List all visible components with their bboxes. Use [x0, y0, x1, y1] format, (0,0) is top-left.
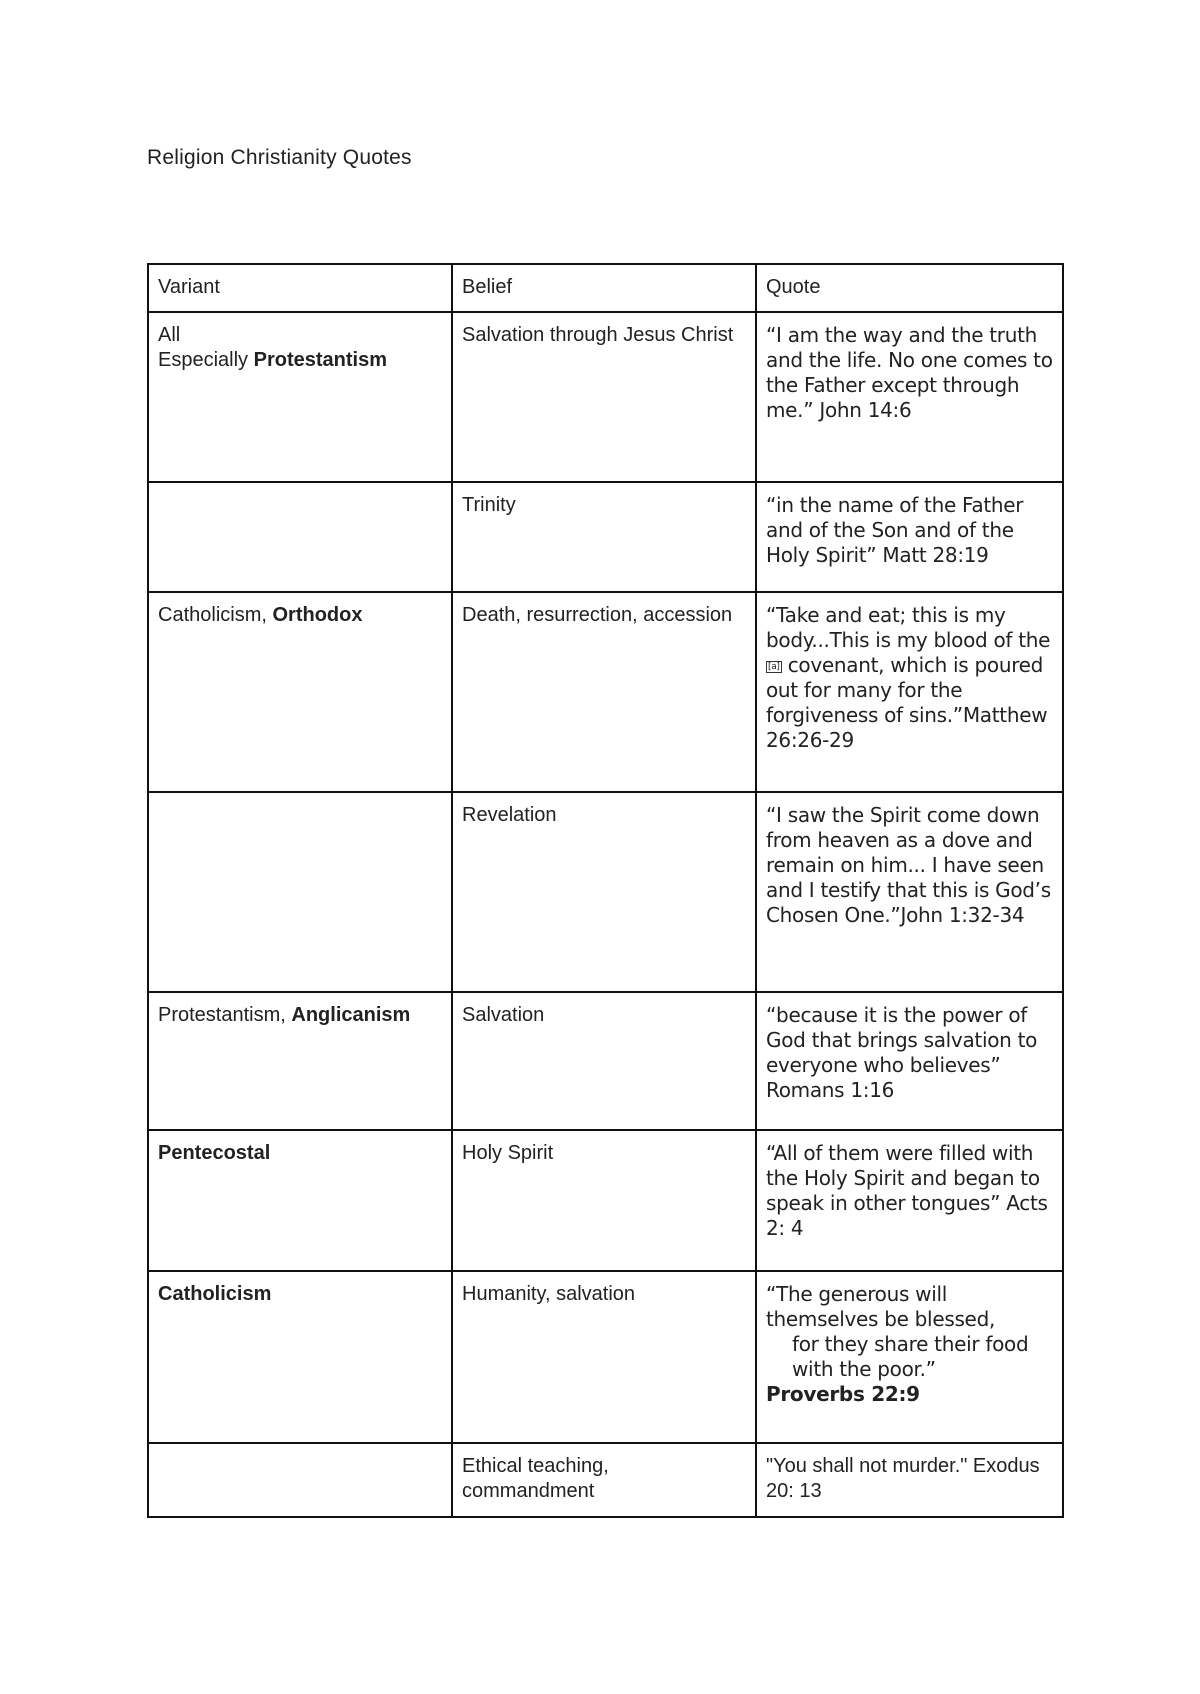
header-belief: Belief — [452, 264, 756, 312]
table-row — [148, 992, 1063, 1130]
quote-cell: “because it is the power of God that brings salvation to everyone who believes” Romans 1:16 — [756, 992, 1063, 1130]
quote-text: covenant, which is poured out for many for the forgiveness of sins.”Matthew 26:26-29 — [766, 653, 1048, 752]
table-row — [148, 792, 1063, 992]
variant-bold: Orthodox — [272, 604, 363, 626]
quote-cell: “I saw the Spirit come down from heaven as a dove and remain on him... I have seen and I testify that this is God’s Chosen One.”John 1:32-34 — [756, 792, 1063, 992]
quote-cell: “All of them were filled with the Holy Spirit and began to speak in other tongues” Acts 2: 4 — [756, 1130, 1063, 1271]
variant-cell — [148, 1443, 452, 1517]
variant-line: All — [158, 324, 181, 346]
quote-text: “Take and eat; this is my body...This is my blood of the — [766, 603, 1051, 652]
quote-cell: “in the name of the Father and of the Son and of the Holy Spirit” Matt 28:19 — [756, 482, 1063, 592]
variant-bold: Pentecostal — [158, 1142, 271, 1164]
variant-prefix: Protestantism, — [158, 1004, 292, 1026]
header-variant: Variant — [148, 264, 452, 312]
quote-text: for they share their food with the poor.” — [792, 1332, 1029, 1381]
quotes-table — [147, 263, 1064, 1518]
belief-cell: Humanity, salvation — [452, 1271, 756, 1443]
quote-reference: Proverbs 22:9 — [766, 1382, 920, 1406]
belief-cell: Revelation — [452, 792, 756, 992]
table-row — [148, 482, 1063, 592]
table-header-row — [148, 264, 1063, 312]
table-row — [148, 592, 1063, 792]
belief-cell: Holy Spirit — [452, 1130, 756, 1271]
variant-cell — [148, 1271, 452, 1443]
quote-cell — [756, 1271, 1063, 1443]
belief-cell: Trinity — [452, 482, 756, 592]
quote-cell — [756, 592, 1063, 792]
quote-text: “The generous will themselves be blessed, — [766, 1282, 996, 1331]
variant-prefix: Catholicism, — [158, 604, 273, 626]
variant-cell — [148, 1130, 452, 1271]
comment-marker: [a] — [768, 661, 780, 672]
quote-cell: “I am the way and the truth and the life. No one comes to the Father except through me.” John 14:6 — [756, 312, 1063, 482]
table-row — [148, 312, 1063, 482]
variant-cell — [148, 312, 452, 482]
table-row — [148, 1271, 1063, 1443]
table-row — [148, 1443, 1063, 1517]
belief-cell: Salvation — [452, 992, 756, 1130]
variant-bold: Catholicism — [158, 1283, 272, 1305]
belief-cell: Salvation through Jesus Christ — [452, 312, 756, 482]
variant-cell — [148, 792, 452, 992]
variant-prefix: Especially — [158, 349, 254, 371]
variant-bold: Anglicanism — [291, 1004, 411, 1026]
belief-cell: Ethical teaching, commandment — [452, 1443, 756, 1517]
header-quote: Quote — [756, 264, 1063, 312]
belief-cell: Death, resurrection, accession — [452, 592, 756, 792]
variant-cell — [148, 992, 452, 1130]
quote-cell: "You shall not murder." Exodus 20: 13 — [756, 1443, 1063, 1517]
table-row — [148, 1130, 1063, 1271]
variant-cell — [148, 592, 452, 792]
document-title: Religion Christianity Quotes — [147, 146, 412, 169]
variant-cell — [148, 482, 452, 592]
variant-bold: Protestantism — [253, 349, 387, 371]
